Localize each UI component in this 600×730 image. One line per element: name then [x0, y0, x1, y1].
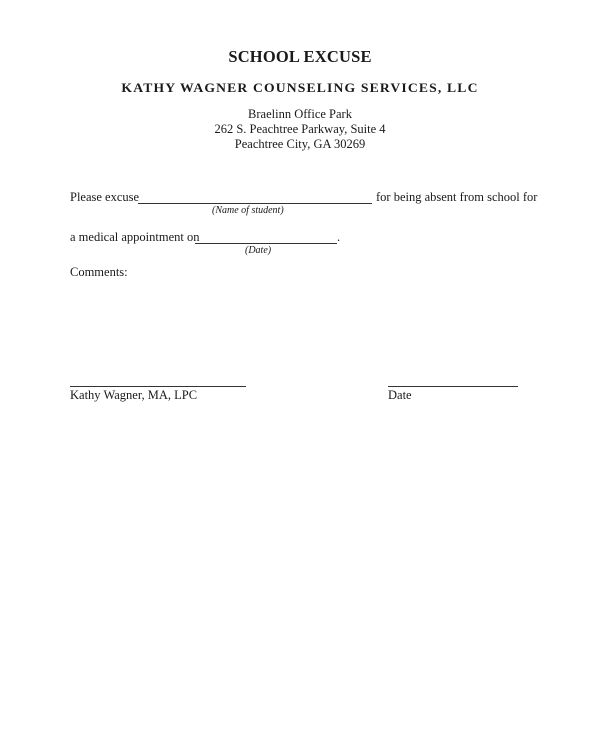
appointment-suffix-text: . — [337, 230, 341, 244]
comments-label: Comments: — [70, 265, 128, 279]
address-line-2: 262 S. Peachtree Parkway, Suite 4 — [214, 122, 386, 136]
signer-label: Kathy Wagner, MA, LPC — [70, 388, 198, 402]
comments-area[interactable] — [70, 282, 530, 372]
appointment-prefix-text: a medical appointment on — [70, 230, 200, 244]
appointment-date-field[interactable] — [195, 243, 337, 244]
document-title: SCHOOL EXCUSE — [228, 47, 372, 66]
signature-date-line[interactable] — [388, 386, 518, 387]
company-address — [0, 107, 600, 152]
excuse-suffix-text: for being absent from school for — [376, 190, 538, 204]
company-name: KATHY WAGNER COUNSELING SERVICES, LLC — [121, 80, 479, 95]
excuse-prefix-text: Please excuse — [70, 190, 140, 204]
signature-date-label: Date — [388, 388, 412, 402]
address-line-1: Braelinn Office Park — [248, 107, 352, 121]
signature-line[interactable] — [70, 386, 246, 387]
student-name-caption: (Name of student) — [212, 205, 284, 216]
student-name-field[interactable] — [138, 203, 372, 204]
date-caption: (Date) — [245, 245, 272, 256]
address-line-3: Peachtree City, GA 30269 — [234, 137, 366, 151]
